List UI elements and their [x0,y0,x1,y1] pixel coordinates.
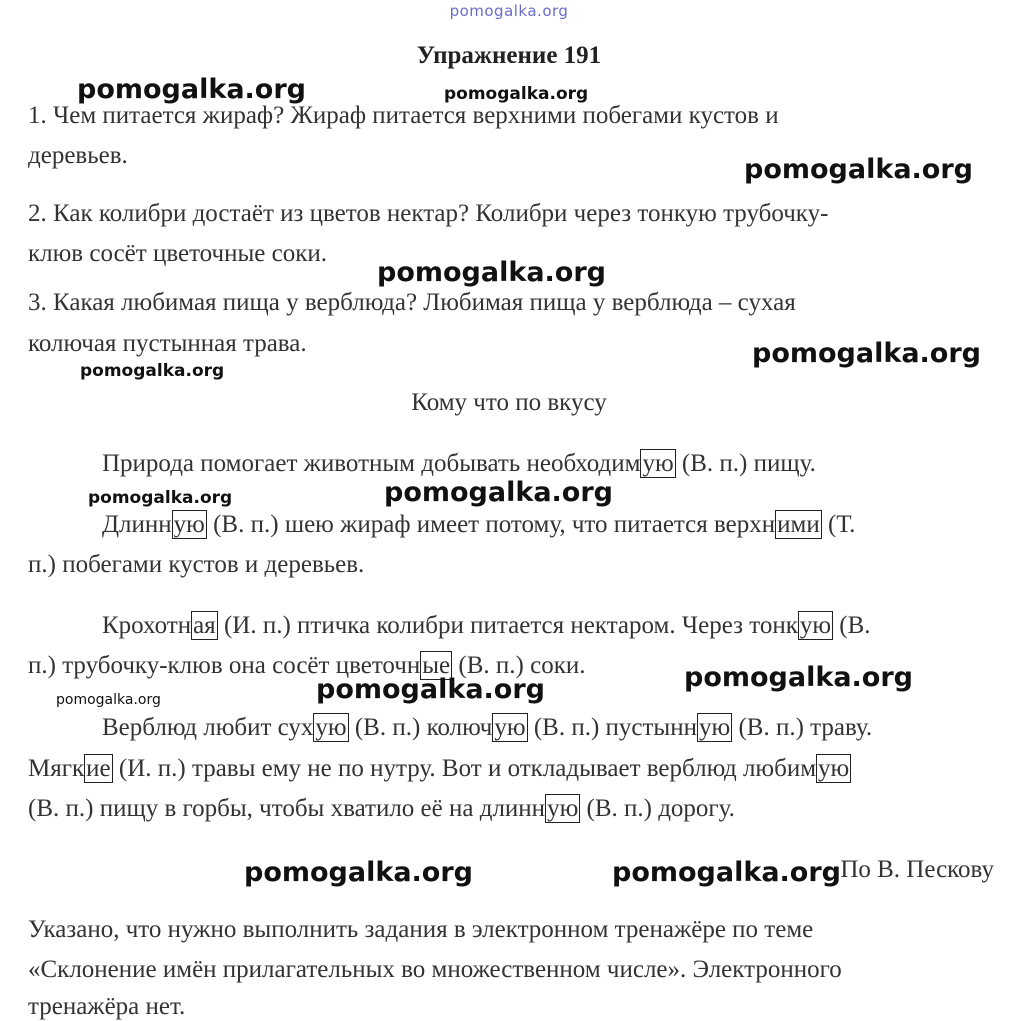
ending-box: ую [818,755,850,782]
watermark: pomogalka.org [80,361,225,381]
answer-2-line-1: 2. Как колибри достаёт из цветов нектар? Колибри через тонкую трубочку- [28,200,829,227]
ending-box: ие [86,755,111,782]
author-attribution: По В. Пескову [840,856,994,883]
watermark: pomogalka.org [684,662,913,693]
note-line-2: «Склонение имён прилагательных во множественном числе». Электронного [28,956,842,983]
answer-1-line-2: деревьев. [28,142,128,169]
ending-box: ую [173,511,205,538]
paragraph-3-line-1 [102,612,871,640]
watermark: pomogalka.org [744,154,973,185]
text-span: (В. п.) пустынн [527,714,697,741]
text-span: (В. п.) пищу в горбы, чтобы хватило её на длинн [28,795,546,822]
text-span: (И. п.) травы ему не по нутру. Вот и откладывает верблюд любим [112,755,817,782]
ending-box: ую [315,714,347,741]
ending-box: ая [193,612,216,639]
text-span: Мягк [28,755,85,782]
text-span: (В. п.) колюч [348,714,493,741]
watermark: pomogalka.org [752,338,981,369]
top-watermark: pomogalka.org [449,2,569,20]
text-span: (В. [833,612,871,639]
answer-3-line-2: колючая пустынная трава. [28,330,307,357]
exercise-title: Упражнение 191 [416,42,602,69]
watermark: pomogalka.org [56,692,161,708]
paragraph-2-line-2: п.) побегами кустов и деревьев. [28,551,365,578]
ending-box: ими [777,511,820,538]
text-span: (Т. [821,511,856,538]
text-span: (В. п.) пищу. [675,450,816,477]
paragraph-4-line-3 [28,795,735,823]
text-span: Крохотн [102,612,192,639]
text-title: Кому что по вкусу [411,389,607,416]
watermark: pomogalka.org [384,477,613,508]
answer-1-line-1: 1. Чем питается жираф? Жираф питается верхними побегами кустов и [28,102,779,129]
paragraph-4-line-2 [28,755,851,783]
text-span: Природа помогает животным добывать необходим [102,450,641,477]
text-span: Верблюд любит сух [102,714,314,741]
text-span: (В. п.) шею жираф имеет потому, что питается верхн [206,511,776,538]
note-line-1: Указано, что нужно выполнить задания в электронном тренажёре по теме [28,916,814,943]
text-span: (В. п.) траву. [732,714,873,741]
ending-box: ую [494,714,526,741]
watermark: pomogalka.org [88,488,233,508]
ending-box: ую [642,450,674,477]
text-span: (В. п.) дорогу. [580,795,735,822]
note-line-3: тренажёра нет. [28,993,186,1020]
ending-box: ую [699,714,731,741]
text-span: (В. п.) соки. [452,652,586,679]
answer-3-line-1: 3. Какая любимая пища у верблюда? Любимая пища у верблюда – сухая [28,289,796,316]
watermark: pomogalka.org [444,84,589,104]
watermark: pomogalka.org [377,257,606,288]
paragraph-1 [102,450,816,478]
watermark: pomogalka.org [77,74,306,105]
watermark: pomogalka.org [316,674,545,705]
text-span: п.) трубочку-клюв она сосёт цветочн [28,652,421,679]
answer-2-line-2: клюв сосёт цветочные соки. [28,240,327,267]
text-span: Длинн [102,511,172,538]
ending-box: ую [547,795,579,822]
ending-box: ую [799,612,832,639]
paragraph-2-line-1 [102,511,855,539]
text-span: (И. п.) птичка колибри питается нектаром. Через тонк [217,612,798,639]
paragraph-4-line-1 [102,714,872,742]
ending-box: ые [422,652,451,679]
watermark: pomogalka.org [244,857,473,888]
watermark: pomogalka.org [612,857,841,888]
